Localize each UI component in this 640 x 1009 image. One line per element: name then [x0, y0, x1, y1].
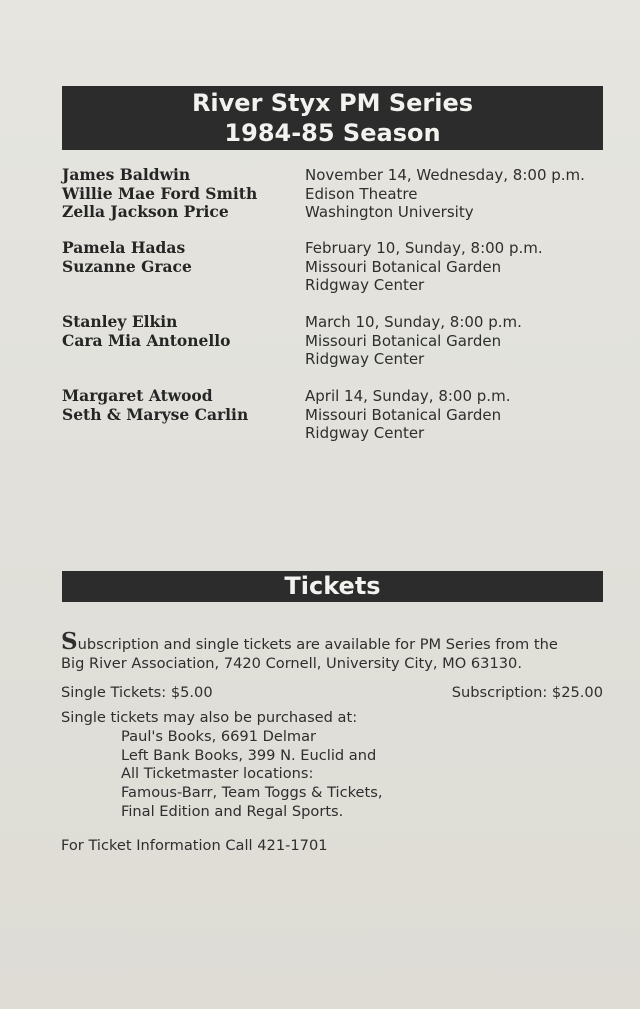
event-location: Ridgway Center	[305, 350, 425, 368]
event-performers	[62, 313, 297, 350]
subscription-price: Subscription: $25.00	[451, 684, 603, 701]
event-location: Ridgway Center	[305, 276, 425, 294]
also-purchase-text: Single tickets may also be purchased at:	[61, 709, 358, 726]
event-date: November 14, Wednesday, 8:00 p.m.	[305, 166, 585, 184]
event-venue: Missouri Botanical Garden	[305, 331, 502, 350]
location-item: All Ticketmaster locations:	[121, 765, 314, 783]
intro-line-2: Big River Association, 7420 Cornell, University City, MO 63130.	[61, 655, 522, 672]
event-location: Washington University	[305, 203, 474, 221]
performer-name: Willie Mae Ford Smith	[62, 183, 258, 203]
location-item: Famous-Barr, Team Toggs & Tickets,	[121, 784, 383, 802]
intro-line-1: ubscription and single tickets are available for PM Series from the	[77, 636, 558, 653]
location-item: Left Bank Books, 399 N. Euclid and	[121, 746, 377, 764]
event-details	[305, 387, 625, 443]
intro-dropcap: S	[61, 628, 78, 655]
event-location: Ridgway Center	[305, 424, 425, 442]
performer-name: Pamela Hadas	[62, 238, 186, 257]
series-title: River Styx PM Series	[191, 89, 474, 117]
event-date: March 10, Sunday, 8:00 p.m.	[305, 313, 522, 331]
event-date: February 10, Sunday, 8:00 p.m.	[305, 239, 543, 257]
tickets-heading: Tickets	[62, 571, 603, 602]
performer-name: Seth & Maryse Carlin	[62, 404, 249, 424]
event-venue: Edison Theatre	[305, 184, 418, 203]
ticket-prices	[61, 683, 606, 703]
ticket-info-phone: For Ticket Information Call 421-1701	[61, 837, 328, 854]
season-title-banner	[62, 86, 603, 150]
performer-name: Zella Jackson Price	[62, 202, 229, 221]
event-performers	[62, 239, 297, 276]
ticket-locations	[121, 728, 541, 822]
single-ticket-price: Single Tickets: $5.00	[61, 684, 213, 701]
performer-name: Margaret Atwood	[62, 386, 213, 405]
event-date: April 14, Sunday, 8:00 p.m.	[305, 387, 511, 405]
performer-name: Stanley Elkin	[62, 312, 178, 331]
performer-name: James Baldwin	[62, 165, 191, 184]
location-item: Final Edition and Regal Sports.	[121, 802, 344, 820]
tickets-intro	[61, 628, 606, 673]
event-details	[305, 166, 625, 222]
performer-name: Suzanne Grace	[62, 256, 192, 276]
season-title: 1984-85 Season	[224, 119, 441, 147]
event-details	[305, 313, 625, 369]
event-performers	[62, 387, 297, 424]
event-performers	[62, 166, 297, 222]
event-venue: Missouri Botanical Garden	[305, 257, 502, 276]
performer-name: Cara Mia Antonello	[62, 330, 231, 350]
event-venue: Missouri Botanical Garden	[305, 405, 502, 424]
location-item: Paul's Books, 6691 Delmar	[121, 728, 317, 745]
event-details	[305, 239, 625, 295]
